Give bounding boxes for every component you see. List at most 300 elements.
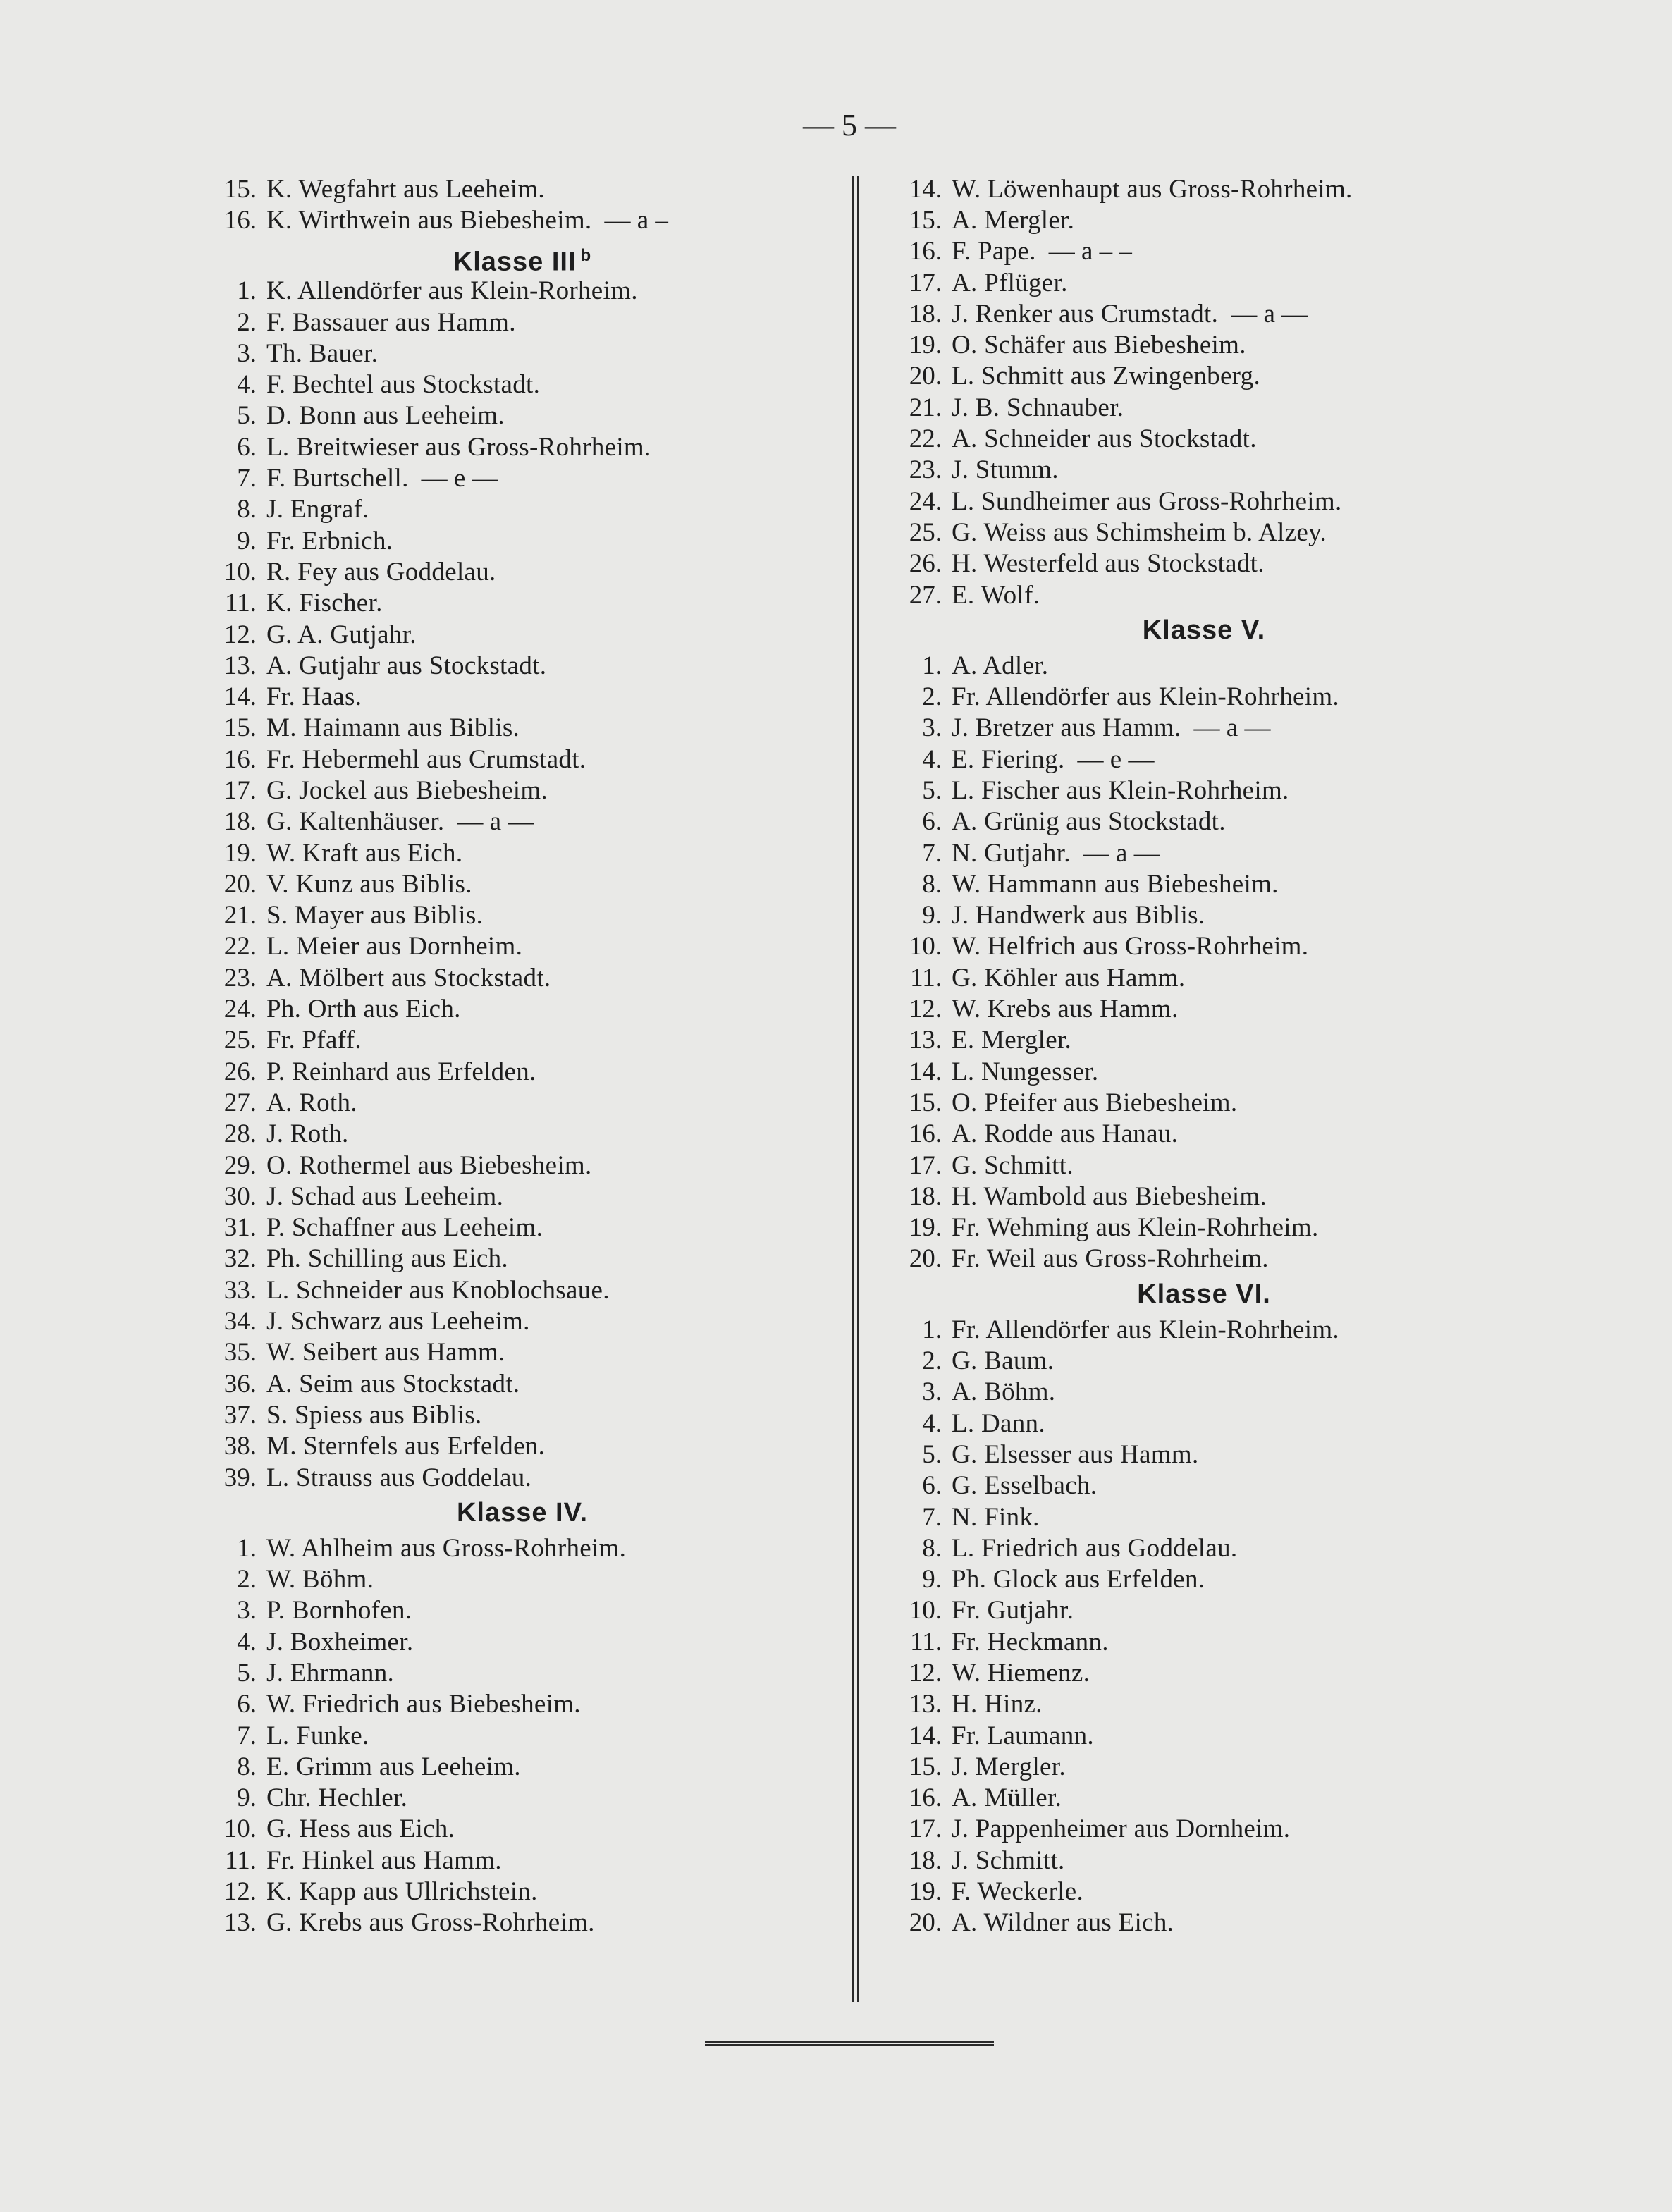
entry-number: 18. <box>909 299 942 328</box>
entry-number: 6. <box>922 807 942 837</box>
entry-number: 3. <box>237 1596 257 1626</box>
student-name: J. Engraf. <box>266 495 369 524</box>
student-entry <box>209 276 836 307</box>
student-entry <box>894 1814 1514 1845</box>
student-name: G. Weiss aus Schimsheim b. Alzey. <box>952 517 1327 547</box>
column-divider <box>852 176 859 2002</box>
student-name: Fr. Haas. <box>266 682 362 712</box>
entry-number: 5. <box>237 1659 257 1688</box>
entry-number: 2. <box>922 1346 942 1376</box>
student-name: Chr. Hechler. <box>266 1783 408 1813</box>
student-name: G. Kaltenhäuser. <box>266 807 445 837</box>
entry-number: 28. <box>223 1119 257 1149</box>
student-name: G. Jockel aus Biebesheim. <box>266 775 548 805</box>
entry-number: 15. <box>223 713 257 743</box>
student-entry <box>894 806 1514 837</box>
student-entry <box>209 307 836 338</box>
student-name: Fr. Erbnich. <box>266 526 393 555</box>
student-entry <box>209 204 836 235</box>
student-name: J. Schmitt. <box>952 1845 1065 1875</box>
student-name: H. Wambold aus Biebesheim. <box>952 1181 1267 1211</box>
entry-number: 9. <box>922 901 942 930</box>
entry-number: 24. <box>909 486 942 516</box>
student-name: Fr. Weil aus Gross-Rohrheim. <box>952 1244 1269 1274</box>
student-name: S. Spiess aus Biblis. <box>266 1400 482 1430</box>
entry-number: 5. <box>237 401 257 431</box>
entry-number: 27. <box>909 580 942 610</box>
student-entry <box>209 1025 836 1056</box>
entry-number: 20. <box>909 362 942 391</box>
student-name: A. Grünig aus Stockstadt. <box>952 807 1226 837</box>
student-name: L. Friedrich aus Goddelau. <box>952 1533 1238 1563</box>
entry-number: 14. <box>909 1057 942 1086</box>
student-entry <box>209 650 836 681</box>
student-name: A. Schneider aus Stockstadt. <box>952 424 1257 454</box>
entry-number: 16. <box>909 237 942 266</box>
student-name: Fr. Pfaff. <box>266 1026 362 1055</box>
class-heading <box>894 610 1514 650</box>
student-name: Ph. Orth aus Eich. <box>266 995 461 1024</box>
student-entry <box>894 650 1514 681</box>
entry-number: 18. <box>223 807 257 837</box>
student-name: G. Baum. <box>952 1346 1055 1376</box>
student-entry <box>894 455 1514 486</box>
student-name: K. Wegfahrt aus Leeheim. <box>266 174 545 204</box>
student-entry <box>209 1751 836 1782</box>
end-rule <box>705 2041 994 2046</box>
student-name: K. Allendörfer aus Klein-Rorheim. <box>266 276 638 306</box>
student-entry <box>209 868 836 899</box>
student-name: J. Renker aus Crumstadt. <box>952 299 1219 328</box>
entry-number: 6. <box>237 1690 257 1719</box>
student-entry <box>894 1720 1514 1751</box>
student-name: Fr. Hebermehl aus Crumstadt. <box>266 744 586 774</box>
entry-number: 7. <box>922 1502 942 1532</box>
student-name: A. Wildner aus Eich. <box>952 1908 1174 1938</box>
entry-number: 12. <box>223 1877 257 1907</box>
student-name: K. Kapp aus Ullrichstein. <box>266 1877 538 1907</box>
student-name: F. Pape. <box>952 237 1036 266</box>
student-entry <box>894 775 1514 806</box>
student-entry <box>894 1181 1514 1212</box>
student-entry <box>209 462 836 493</box>
student-entry <box>894 1314 1514 1345</box>
entry-number: 1. <box>922 1315 942 1344</box>
student-entry <box>894 1689 1514 1720</box>
student-entry <box>209 619 836 650</box>
student-entry <box>209 1243 836 1274</box>
student-name: F. Burtschell. <box>266 464 409 493</box>
entry-number: 3. <box>922 1377 942 1407</box>
entry-number: 14. <box>909 1721 942 1750</box>
student-entry <box>894 1439 1514 1470</box>
class-heading <box>209 236 836 276</box>
student-entry <box>209 744 836 775</box>
student-name: J. Boxheimer. <box>266 1627 414 1657</box>
student-name: G. Elsesser aus Hamm. <box>952 1439 1199 1469</box>
class-heading-text: Klasse VI. <box>1137 1279 1271 1310</box>
entry-number: 12. <box>909 995 942 1024</box>
student-name: L. Schneider aus Knoblochsaue. <box>266 1275 610 1305</box>
entry-number: 7. <box>922 838 942 868</box>
student-entry <box>894 1783 1514 1814</box>
student-entry <box>894 579 1514 610</box>
entry-number: 4. <box>922 744 942 774</box>
entry-number: 12. <box>909 1659 942 1688</box>
student-name: F. Bechtel aus Stockstadt. <box>266 370 541 400</box>
student-name: A. Pflüger. <box>952 268 1068 297</box>
student-entry <box>209 1431 836 1462</box>
student-entry <box>209 931 836 962</box>
entry-number: 16. <box>223 205 257 235</box>
entry-number: 5. <box>922 1439 942 1469</box>
student-name: G. A. Gutjahr. <box>266 620 417 649</box>
class-heading <box>894 1274 1514 1314</box>
left-column <box>209 173 836 1938</box>
student-entry <box>209 400 836 431</box>
student-name: Th. Bauer. <box>266 338 379 368</box>
student-name: Fr. Gutjahr. <box>952 1596 1074 1626</box>
student-name: K. Fischer. <box>266 589 383 618</box>
entry-number: 21. <box>223 901 257 930</box>
entry-number: 17. <box>909 1150 942 1180</box>
student-entry <box>894 1876 1514 1907</box>
student-entry <box>894 1345 1514 1376</box>
student-name: G. Köhler aus Hamm. <box>952 963 1186 993</box>
entry-number: 11. <box>910 1627 942 1657</box>
student-name: A. Mölbert aus Stockstadt. <box>266 963 551 993</box>
student-entry <box>894 361 1514 392</box>
student-name: P. Bornhofen. <box>266 1596 412 1626</box>
entry-number: 19. <box>909 331 942 360</box>
student-name: Fr. Hinkel aus Hamm. <box>266 1845 502 1875</box>
entry-number: 26. <box>909 549 942 579</box>
student-entry <box>209 556 836 587</box>
student-name: Fr. Laumann. <box>952 1721 1094 1750</box>
entry-number: 19. <box>909 1877 942 1907</box>
entry-mark: — a – <box>604 205 668 235</box>
student-entry <box>894 1408 1514 1439</box>
student-entry <box>894 1212 1514 1243</box>
student-entry <box>209 369 836 400</box>
student-entry <box>894 1087 1514 1118</box>
student-name: N. Fink. <box>952 1502 1040 1532</box>
student-name: A. Müller. <box>952 1783 1062 1813</box>
student-entry <box>894 1056 1514 1087</box>
student-entry <box>894 236 1514 267</box>
entry-number: 18. <box>909 1181 942 1211</box>
student-entry <box>894 900 1514 931</box>
student-entry <box>209 993 836 1024</box>
student-entry <box>894 173 1514 204</box>
student-name: J. Handwerk aus Biblis. <box>952 901 1205 930</box>
entry-number: 11. <box>910 963 942 993</box>
student-name: J. Ehrmann. <box>266 1659 395 1688</box>
student-name: G. Esselbach. <box>952 1471 1098 1501</box>
student-name: J. Mergler. <box>952 1752 1066 1781</box>
student-entry <box>209 1305 836 1337</box>
student-entry <box>894 1119 1514 1150</box>
entry-number: 7. <box>237 464 257 493</box>
student-entry <box>894 1563 1514 1595</box>
student-entry <box>894 931 1514 962</box>
entry-number: 16. <box>223 744 257 774</box>
student-name: Ph. Glock aus Erfelden. <box>952 1565 1205 1595</box>
entry-number: 1. <box>237 276 257 306</box>
entry-mark: — a — <box>457 807 534 837</box>
class-heading-suffix: b <box>580 245 592 265</box>
class-heading-text: Klasse III <box>453 247 577 277</box>
entry-number: 5. <box>922 775 942 805</box>
student-entry <box>209 1563 836 1595</box>
student-name: L. Funke. <box>266 1721 369 1750</box>
student-entry <box>209 713 836 744</box>
student-entry <box>209 1783 836 1814</box>
student-name: W. Böhm. <box>266 1565 374 1595</box>
entry-number: 31. <box>223 1213 257 1243</box>
student-entry <box>894 1626 1514 1657</box>
student-entry <box>209 775 836 806</box>
entry-number: 10. <box>909 1596 942 1626</box>
student-entry <box>894 1532 1514 1563</box>
entry-number: 20. <box>909 1908 942 1938</box>
entry-number: 9. <box>237 1783 257 1813</box>
student-name: O. Rothermel aus Biebesheim. <box>266 1150 592 1180</box>
entry-number: 3. <box>237 338 257 368</box>
student-name: J. Pappenheimer aus Dornheim. <box>952 1814 1291 1844</box>
student-name: Fr. Wehming aus Klein-Rohrheim. <box>952 1213 1319 1243</box>
student-entry <box>209 431 836 462</box>
student-name: S. Mayer aus Biblis. <box>266 901 484 930</box>
student-entry <box>894 517 1514 548</box>
entry-number: 6. <box>237 432 257 462</box>
student-entry <box>209 1119 836 1150</box>
entry-mark: — a — <box>1231 299 1308 328</box>
entry-number: 21. <box>909 393 942 422</box>
student-entry <box>894 1470 1514 1501</box>
student-entry <box>894 713 1514 744</box>
entry-number: 23. <box>909 455 942 485</box>
student-name: F. Bassauer aus Hamm. <box>266 307 516 337</box>
entry-number: 1. <box>922 651 942 680</box>
student-name: L. Strauss aus Goddelau. <box>266 1463 532 1492</box>
student-name: W. Krebs aus Hamm. <box>952 995 1179 1024</box>
student-name: A. Böhm. <box>952 1377 1056 1407</box>
entry-number: 17. <box>909 268 942 297</box>
entry-mark: — a — <box>1193 713 1271 743</box>
entry-number: 3. <box>922 713 942 743</box>
student-name: L. Nungesser. <box>952 1057 1099 1086</box>
student-entry <box>894 298 1514 329</box>
student-name: Fr. Heckmann. <box>952 1627 1109 1657</box>
entry-number: 2. <box>922 682 942 712</box>
student-entry <box>894 744 1514 775</box>
student-entry <box>209 1626 836 1657</box>
student-entry <box>894 868 1514 899</box>
student-name: W. Hammann aus Biebesheim. <box>952 869 1279 899</box>
student-name: Fr. Allendörfer aus Klein-Rohrheim. <box>952 1315 1339 1344</box>
student-name: A. Adler. <box>952 651 1049 680</box>
entry-number: 2. <box>237 1565 257 1595</box>
entry-number: 6. <box>922 1471 942 1501</box>
entry-number: 29. <box>223 1150 257 1180</box>
entry-number: 1. <box>237 1533 257 1563</box>
student-entry <box>209 1087 836 1118</box>
entry-number: 26. <box>223 1057 257 1086</box>
student-entry <box>894 1243 1514 1274</box>
student-name: R. Fey aus Goddelau. <box>266 557 496 586</box>
student-entry <box>894 329 1514 360</box>
student-entry <box>209 1720 836 1751</box>
student-name: M. Haimann aus Biblis. <box>266 713 520 743</box>
student-entry <box>894 423 1514 454</box>
student-name: P. Reinhard aus Erfelden. <box>266 1057 536 1086</box>
student-entry <box>209 1462 836 1493</box>
entry-number: 30. <box>223 1181 257 1211</box>
student-name: H. Hinz. <box>952 1690 1043 1719</box>
student-entry <box>209 1814 836 1845</box>
student-name: L. Meier aus Dornheim. <box>266 932 523 961</box>
student-name: E. Mergler. <box>952 1026 1072 1055</box>
entry-mark: — e — <box>421 464 498 493</box>
entry-number: 4. <box>237 370 257 400</box>
student-entry <box>209 173 836 204</box>
entry-number: 9. <box>922 1565 942 1595</box>
student-entry <box>209 681 836 712</box>
entry-number: 16. <box>909 1783 942 1813</box>
entry-mark: — a — <box>1083 838 1160 868</box>
entry-number: 13. <box>909 1026 942 1055</box>
student-entry <box>209 1056 836 1087</box>
entry-number: 2. <box>237 307 257 337</box>
class-heading <box>209 1493 836 1532</box>
student-name: W. Friedrich aus Biebesheim. <box>266 1690 581 1719</box>
student-name: W. Kraft aus Eich. <box>266 838 463 868</box>
entry-number: 33. <box>223 1275 257 1305</box>
student-entry <box>209 494 836 525</box>
student-name: D. Bonn aus Leeheim. <box>266 401 505 431</box>
student-entry <box>209 806 836 837</box>
student-entry <box>894 1377 1514 1408</box>
entry-number: 22. <box>909 424 942 454</box>
entry-number: 35. <box>223 1338 257 1368</box>
entry-number: 36. <box>223 1369 257 1399</box>
entry-number: 16. <box>909 1119 942 1149</box>
student-name: W. Hiemenz. <box>952 1659 1090 1688</box>
student-name: Fr. Allendörfer aus Klein-Rohrheim. <box>952 682 1339 712</box>
entry-number: 25. <box>223 1026 257 1055</box>
student-entry <box>209 1845 836 1876</box>
entry-mark: — e — <box>1077 744 1155 774</box>
student-name: W. Löwenhaupt aus Gross-Rohrheim. <box>952 174 1353 204</box>
student-name: F. Weckerle. <box>952 1877 1084 1907</box>
class-heading-text: Klasse IV. <box>456 1498 589 1528</box>
student-name: G. Schmitt. <box>952 1150 1074 1180</box>
entry-number: 14. <box>909 174 942 204</box>
student-entry <box>894 1501 1514 1532</box>
student-name: W. Ahlheim aus Gross-Rohrheim. <box>266 1533 627 1563</box>
student-name: G. Krebs aus Gross-Rohrheim. <box>266 1908 595 1938</box>
student-name: E. Grimm aus Leeheim. <box>266 1752 521 1781</box>
entry-number: 4. <box>237 1627 257 1657</box>
entry-number: 27. <box>223 1088 257 1117</box>
entry-number: 32. <box>223 1244 257 1274</box>
student-name: E. Fiering. <box>952 744 1065 774</box>
entry-number: 24. <box>223 995 257 1024</box>
entry-number: 18. <box>909 1845 942 1875</box>
student-entry <box>894 1025 1514 1056</box>
class-heading-text: Klasse V. <box>1142 615 1266 646</box>
student-entry <box>209 1595 836 1626</box>
entry-number: 15. <box>909 205 942 235</box>
entry-number: 20. <box>223 869 257 899</box>
page-number: — 5 — <box>803 108 896 142</box>
student-entry <box>894 267 1514 298</box>
entry-number: 39. <box>223 1463 257 1492</box>
entry-number: 11. <box>225 589 257 618</box>
student-name: A. Mergler. <box>952 205 1075 235</box>
student-entry <box>894 993 1514 1024</box>
student-name: L. Dann. <box>952 1408 1045 1438</box>
student-entry <box>209 1532 836 1563</box>
student-entry <box>209 962 836 993</box>
student-name: P. Schaffner aus Leeheim. <box>266 1213 543 1243</box>
student-entry <box>894 1595 1514 1626</box>
student-entry <box>209 1150 836 1181</box>
student-entry <box>894 392 1514 423</box>
student-name: J. B. Schnauber. <box>952 393 1124 422</box>
student-name: W. Helfrich aus Gross-Rohrheim. <box>952 932 1309 961</box>
entry-number: 15. <box>909 1088 942 1117</box>
entry-number: 19. <box>223 838 257 868</box>
student-entry <box>894 1845 1514 1876</box>
entry-number: 34. <box>223 1307 257 1337</box>
entry-number: 19. <box>909 1213 942 1243</box>
student-entry <box>894 204 1514 235</box>
entry-number: 17. <box>223 775 257 805</box>
student-name: L. Breitwieser aus Gross-Rohrheim. <box>266 432 651 462</box>
student-entry <box>209 1657 836 1688</box>
student-entry <box>209 837 836 868</box>
entry-number: 15. <box>909 1752 942 1781</box>
right-column <box>894 173 1514 1938</box>
student-name: A. Gutjahr aus Stockstadt. <box>266 651 547 680</box>
student-entry <box>209 1212 836 1243</box>
entry-number: 10. <box>223 557 257 586</box>
entry-number: 10. <box>909 932 942 961</box>
student-entry <box>894 837 1514 868</box>
student-name: O. Pfeifer aus Biebesheim. <box>952 1088 1238 1117</box>
entry-number: 8. <box>922 869 942 899</box>
student-name: E. Wolf. <box>952 580 1040 610</box>
entry-number: 4. <box>922 1408 942 1438</box>
student-entry <box>209 525 836 556</box>
student-name: G. Hess aus Eich. <box>266 1814 455 1844</box>
student-name: H. Westerfeld aus Stockstadt. <box>952 549 1265 579</box>
student-entry <box>894 548 1514 579</box>
entry-number: 7. <box>237 1721 257 1750</box>
student-entry <box>894 962 1514 993</box>
student-entry <box>894 1907 1514 1938</box>
student-entry <box>209 1274 836 1305</box>
student-name: A. Seim aus Stockstadt. <box>266 1369 520 1399</box>
entry-number: 25. <box>909 517 942 547</box>
entry-number: 17. <box>909 1814 942 1844</box>
student-entry <box>209 1181 836 1212</box>
student-name: L. Schmitt aus Zwingenberg. <box>952 362 1260 391</box>
entry-number: 9. <box>237 526 257 555</box>
student-name: J. Roth. <box>266 1119 349 1149</box>
